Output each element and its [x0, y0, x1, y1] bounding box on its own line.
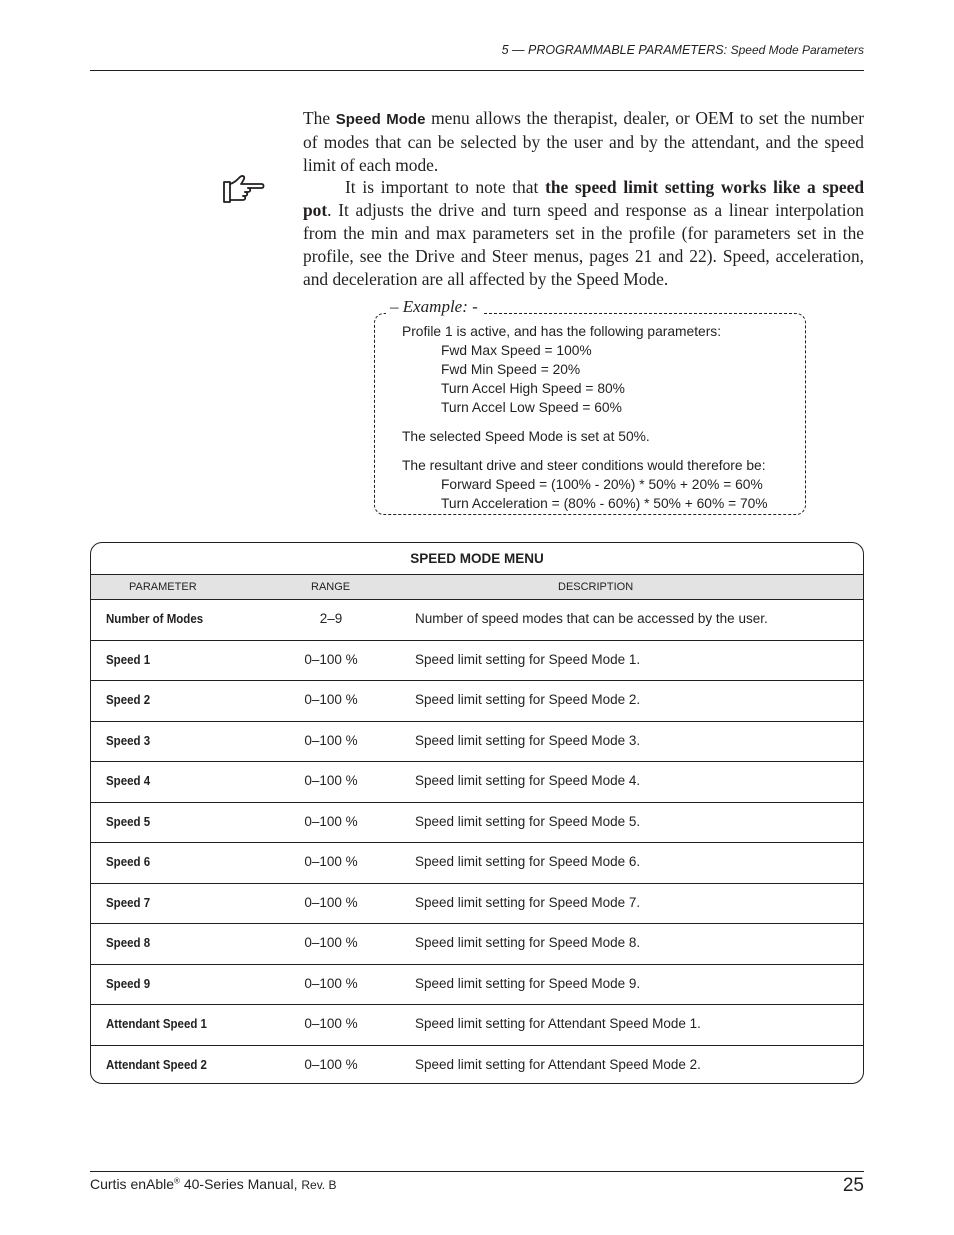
- footer-title: [90, 1176, 336, 1192]
- column-header-parameter: PARAMETER: [129, 581, 197, 593]
- range-cell: 0–100 %: [304, 894, 358, 910]
- example-param: Turn Accel Low Speed = 60%: [441, 400, 622, 415]
- table-row: [91, 843, 863, 884]
- description-cell: Speed limit setting for Speed Mode 6.: [415, 854, 641, 869]
- table-row: [91, 1005, 863, 1046]
- param-cell: Speed 4: [106, 774, 151, 788]
- description-cell: Speed limit setting for Speed Mode 2.: [415, 692, 641, 707]
- table-row: [91, 681, 863, 722]
- range-cell: 2–9: [319, 611, 343, 626]
- param-cell: Speed 6: [106, 855, 151, 869]
- menu-rows: [91, 600, 863, 1084]
- running-header: [90, 43, 864, 57]
- menu-column-headers: [91, 575, 863, 600]
- pointing-hand-icon: [221, 172, 265, 206]
- param-cell: Speed 1: [106, 652, 151, 667]
- intro-text: menu allows the therapist, dealer, or OEM to set the number of modes that can be selected by the user and by the attendant, and the speed limit of each mode.: [303, 108, 864, 175]
- description-cell: Speed limit setting for Speed Mode 5.: [415, 813, 641, 829]
- example-label: – Example: -: [386, 297, 482, 317]
- example-line: The selected Speed Mode is set at 50%.: [402, 429, 650, 444]
- header-rule: [90, 70, 864, 71]
- example-content: [402, 322, 802, 513]
- spacer: [402, 417, 802, 427]
- range-cell: 0–100 %: [304, 1056, 358, 1072]
- speed-mode-menu-table: [90, 542, 864, 1084]
- description-cell: Speed limit setting for Attendant Speed Mode 1.: [415, 1016, 701, 1031]
- range-cell: 0–100 %: [304, 651, 358, 667]
- intro-text: The: [303, 108, 336, 128]
- example-line: Profile 1 is active, and has the following parameters:: [402, 324, 722, 339]
- intro-paragraph-1: [303, 107, 864, 177]
- example-result: Forward Speed = (100% - 20%) * 50% + 20% = 60%: [441, 477, 763, 492]
- param-cell: Speed 3: [106, 733, 151, 748]
- description-cell: Speed limit setting for Speed Mode 4.: [415, 773, 641, 788]
- param-cell: Attendant Speed 2: [106, 1057, 207, 1072]
- description-cell: Speed limit setting for Speed Mode 1.: [415, 651, 641, 667]
- range-cell: 0–100 %: [304, 1016, 358, 1031]
- intro-text: It is important to note that: [345, 177, 546, 197]
- table-row: [91, 1046, 863, 1085]
- table-row: [91, 965, 863, 1006]
- description-cell: Speed limit setting for Attendant Speed Mode 2.: [415, 1056, 701, 1072]
- description-cell: Number of speed modes that can be accessed by the user.: [415, 611, 768, 626]
- table-row: [91, 722, 863, 763]
- table-row: [91, 641, 863, 682]
- speed-mode-term: Speed Mode: [335, 111, 426, 128]
- range-cell: 0–100 %: [304, 975, 358, 991]
- column-header-range: RANGE: [311, 581, 351, 593]
- footer-revision: Rev. B: [301, 1178, 337, 1192]
- param-cell: Attendant Speed 1: [106, 1017, 207, 1031]
- example-param: Turn Accel High Speed = 80%: [441, 381, 625, 396]
- intro-text: . It adjusts the drive and turn speed and response as a linear interpolation from the min and max parameters set in the profile (for parameters set in the profile, see the Drive and Steer menus, pages 21 and 22). Speed, acceleration, and deceleration are all affected by the Speed Mode.: [303, 200, 864, 289]
- range-cell: 0–100 %: [304, 732, 358, 748]
- intro-paragraph-2: [303, 176, 864, 291]
- spacer: [402, 446, 802, 456]
- example-param: Fwd Min Speed = 20%: [441, 362, 581, 377]
- footer-text: 40-Series Manual,: [179, 1176, 302, 1192]
- param-cell: Speed 8: [106, 936, 151, 950]
- param-cell: Speed 5: [106, 814, 151, 829]
- range-cell: 0–100 %: [304, 854, 358, 869]
- column-header-description: DESCRIPTION: [558, 581, 634, 593]
- range-cell: 0–100 %: [304, 692, 358, 707]
- table-row: [91, 924, 863, 965]
- menu-title: SPEED MODE MENU: [91, 543, 863, 575]
- description-cell: Speed limit setting for Speed Mode 8.: [415, 935, 641, 950]
- table-row: [91, 803, 863, 844]
- footer-text: Curtis enAble: [90, 1176, 175, 1192]
- page-number: 25: [842, 1175, 864, 1196]
- example-line: The resultant drive and steer conditions would therefore be:: [402, 458, 766, 473]
- param-cell: Number of Modes: [106, 612, 204, 626]
- description-cell: Speed limit setting for Speed Mode 7.: [415, 894, 641, 910]
- description-cell: Speed limit setting for Speed Mode 3.: [415, 732, 641, 748]
- table-row: [91, 884, 863, 925]
- footer-rule: [90, 1171, 864, 1172]
- table-row: [91, 762, 863, 803]
- param-cell: Speed 7: [106, 895, 151, 910]
- param-cell: Speed 9: [106, 976, 151, 991]
- description-cell: Speed limit setting for Speed Mode 9.: [415, 975, 641, 991]
- header-section: 5 — PROGRAMMABLE PARAMETERS:: [501, 43, 728, 57]
- param-cell: Speed 2: [106, 693, 151, 707]
- registered-mark: ®: [174, 1176, 180, 1186]
- table-row: [91, 600, 863, 641]
- speed-pot-emphasis: the speed limit setting works like a speed pot: [303, 177, 864, 220]
- range-cell: 0–100 %: [304, 773, 358, 788]
- range-cell: 0–100 %: [304, 813, 358, 829]
- range-cell: 0–100 %: [304, 935, 358, 950]
- example-param: Fwd Max Speed = 100%: [441, 343, 592, 358]
- header-subsection: Speed Mode Parameters: [730, 43, 864, 57]
- example-result: Turn Acceleration = (80% - 60%) * 50% + 60% = 70%: [441, 496, 768, 511]
